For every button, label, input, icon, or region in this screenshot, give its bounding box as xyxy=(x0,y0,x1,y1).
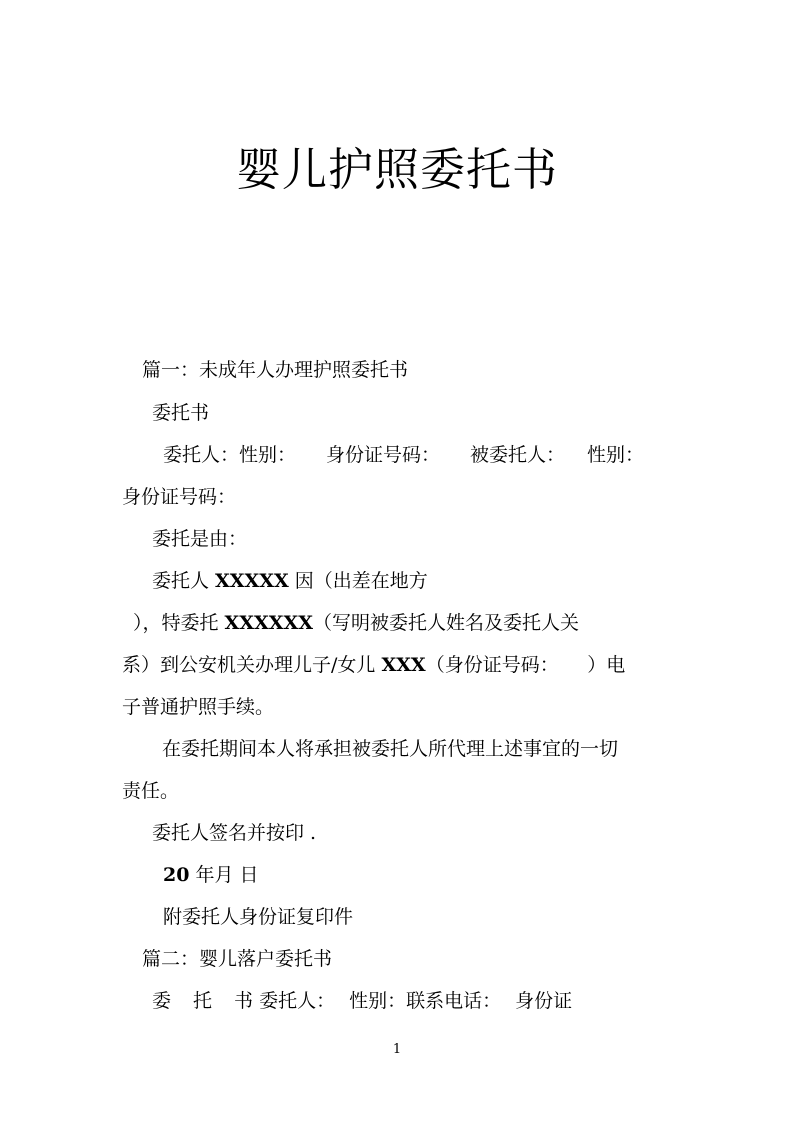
para1-line4: 子普通护照手续。 xyxy=(122,696,275,718)
para1-line2-text: ），特委托 xyxy=(133,612,225,634)
para1-line2 xyxy=(133,611,579,635)
para2-line2: 责任。 xyxy=(122,780,180,802)
para1-line2-tail: （写明被委托人姓名及委托人关 xyxy=(313,612,580,634)
para1-line3-tail: （身份证号码： ）电 xyxy=(425,654,626,676)
attachment-line: 附委托人身份证复印件 xyxy=(163,906,354,928)
signature-line: 委托人签名并按印 . xyxy=(152,822,317,844)
field-agent: 被委托人： xyxy=(470,444,566,466)
placeholder-principal: XXXXX xyxy=(215,570,289,592)
section2-word5: 身份证 xyxy=(515,990,573,1012)
doc-label: 委托书 xyxy=(152,402,210,424)
section2-word2: 托 xyxy=(193,990,213,1012)
section2-word1: 委 xyxy=(152,990,172,1012)
section2-heading: 篇二：婴儿落户委托书 xyxy=(142,948,333,970)
para1-line3-text: 系）到公安机关办理儿子/女儿 xyxy=(122,654,382,676)
reason-label: 委托是由： xyxy=(152,528,248,550)
field-id1: 身份证号码： xyxy=(326,444,441,466)
para1-line1-tail: 因（出差在地方 xyxy=(288,570,428,592)
placeholder-child: XXX xyxy=(381,654,426,676)
document-title: 婴儿护照委托书 xyxy=(235,143,558,196)
page-number: 1 xyxy=(392,1042,402,1057)
section2-word4: 性别：联系电话： xyxy=(349,990,502,1012)
section2-word3: 书 委托人： xyxy=(234,990,336,1012)
placeholder-agent: XXXXXX xyxy=(224,612,313,634)
date-rest: 年月 日 xyxy=(189,864,259,886)
field-id2: 身份证号码： xyxy=(122,486,237,508)
date-year: 20 xyxy=(163,864,190,886)
para1-line1-text: 委托人 xyxy=(152,570,216,592)
field-principal: 委托人：性别： xyxy=(163,444,297,466)
para1-line1 xyxy=(152,569,428,593)
para2-line1: 在委托期间本人将承担被委托人所代理上述事宜的一切 xyxy=(162,738,619,760)
date-line xyxy=(163,863,259,887)
section1-heading: 篇一：未成年人办理护照委托书 xyxy=(142,359,409,381)
field-gender2: 性别： xyxy=(587,444,645,466)
para1-line3 xyxy=(122,653,625,677)
section2-fields-line xyxy=(152,989,572,1013)
fields-line xyxy=(163,443,644,467)
